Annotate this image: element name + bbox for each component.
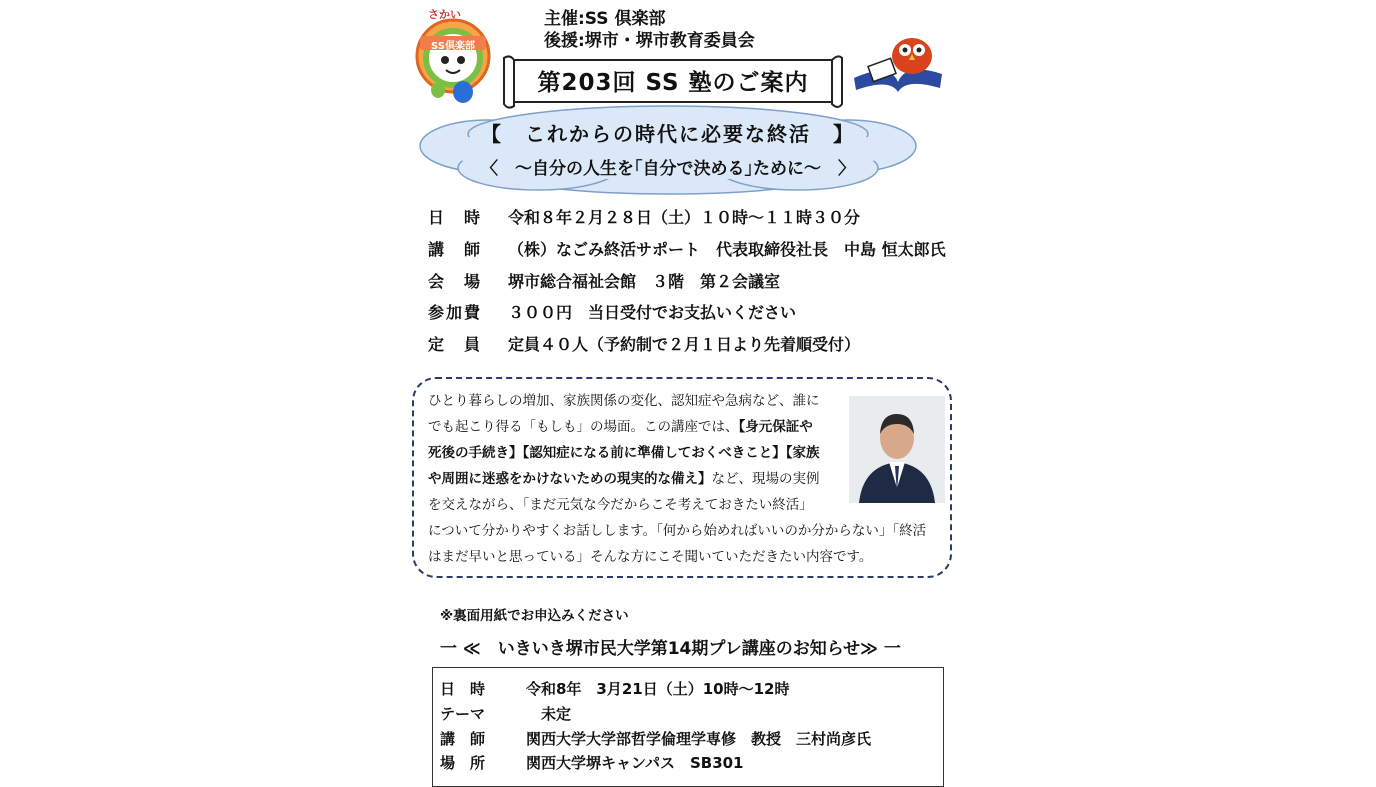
application-notice: ※裏面用紙でお申込みください (440, 608, 629, 624)
mascot-caption: さかい (428, 8, 461, 21)
detail-value: 堺市総合福祉会館 ３階 第２会議室 (508, 272, 781, 291)
description-segment-bold: や周囲に迷惑をかけないための現実的な備え】 (428, 471, 712, 487)
pre-lecture-label: 日 時 (440, 680, 486, 698)
description-line (428, 414, 848, 440)
description-line (428, 466, 848, 492)
detail-label: 講 師 (428, 240, 483, 259)
detail-value: ３００円 当日受付でお支払いください (508, 303, 797, 322)
organizer-text: 主催:SS 倶楽部 (544, 9, 666, 29)
description-line (428, 388, 848, 414)
description-segment: ひとり暮らしの増加、家族関係の変化、認知症や急病など、誰に (428, 393, 820, 409)
pre-lecture-title: 一 ≪ いきいき堺市民大学第14期プレ講座のお知らせ≫ 一 (440, 639, 901, 659)
detail-value: （株）なごみ終活サポート 代表取締役社長 中島 恒太郎氏 (508, 240, 946, 259)
lecturer-photo (849, 396, 945, 503)
pre-lecture-label: 講 師 (440, 730, 486, 748)
pre-lecture-value: 未定 (526, 705, 572, 723)
pre-lecture-row-theme (440, 703, 571, 724)
support-text: 後援:堺市・堺市教育委員会 (544, 31, 755, 51)
pre-lecture-value: 関西大学堺キャンパス SB301 (526, 754, 744, 772)
detail-label: 会 場 (428, 272, 483, 291)
mascot-badge: SS倶楽部 (431, 41, 475, 52)
detail-value: 定員４０人（予約制で２月１日より先着順受付） (508, 335, 861, 354)
detail-label: 定 員 (428, 335, 483, 354)
description-line: はまだ早いと思っている」そんな方にこそ聞いていただきたい内容です。 (428, 549, 873, 565)
description-line (428, 440, 848, 466)
pre-lecture-label: 場 所 (440, 754, 486, 772)
description-text-continued (428, 518, 952, 570)
detail-row-venue (428, 269, 780, 292)
pre-lecture-row-lecturer (440, 728, 871, 749)
detail-row-capacity (428, 332, 860, 355)
page-title: 第203回 SS 塾のご案内 (537, 70, 809, 96)
pre-lecture-row-datetime (440, 678, 790, 699)
description-segment: でも起こり得る「もしも」の場面。この講座では、 (428, 419, 739, 435)
pre-lecture-value: 令和8年 3月21日（土）10時～12時 (526, 680, 790, 698)
organizer-block (544, 8, 755, 52)
detail-row-datetime (428, 205, 860, 228)
description-segment: など、現場の実例 (711, 471, 820, 487)
headline-main: 【 これからの時代に必要な終活 】 (481, 122, 855, 146)
owl-book-icon (850, 32, 944, 94)
description-segment-bold: 【身元保証や (738, 419, 813, 435)
description-line: について分かりやすくお話しします。「何から始めればいいのか分からない」「終活 (428, 523, 927, 539)
description-segment: を交えながら、「まだ元気な今だからこそ考えておきたい終活」 (428, 497, 813, 513)
detail-row-fee (428, 300, 796, 323)
detail-row-lecturer (428, 237, 946, 260)
description-text (428, 388, 848, 518)
pre-lecture-label: テーマ (440, 705, 486, 723)
detail-value: 令和８年２月２８日（土）１０時～１１時３０分 (508, 208, 861, 227)
pre-lecture-value: 関西大学大学部哲学倫理学専修 教授 三村尚彦氏 (526, 730, 872, 748)
detail-label: 参加費 (428, 303, 483, 322)
detail-label: 日 時 (428, 208, 483, 227)
description-line (428, 492, 848, 518)
pre-lecture-row-venue (440, 752, 744, 773)
headline-sub: 〈 ～自分の人生を｢自分で決める｣ために～ 〉 (481, 159, 855, 179)
description-segment-bold: 死後の手続き】【認知症になる前に準備しておくべきこと】【家族 (428, 445, 820, 461)
